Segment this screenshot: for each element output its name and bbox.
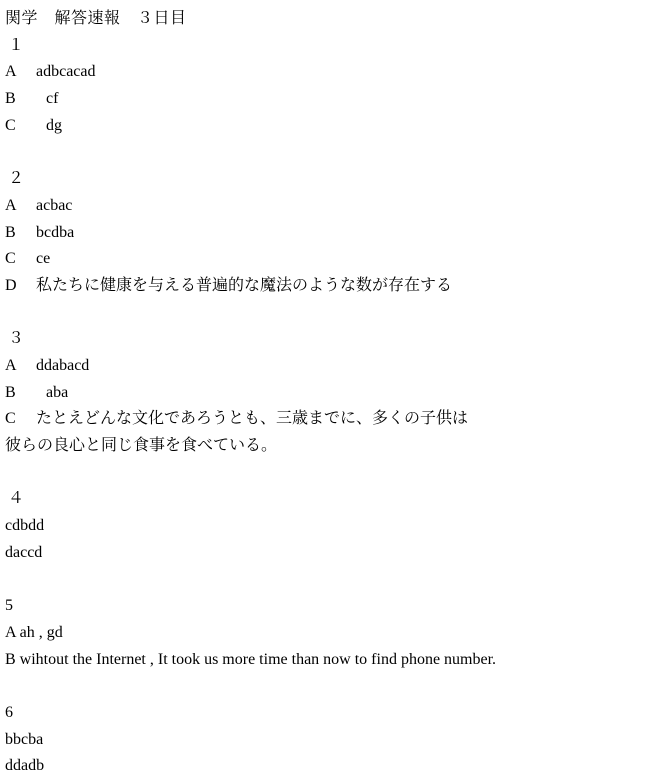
answer-value: dg <box>46 116 62 134</box>
answer-label: B <box>5 383 16 401</box>
answer-line-1c <box>5 113 655 140</box>
answer-value: たとえどんな文化であろうとも、三歳までに、多くの子供は <box>36 410 469 428</box>
section-number-4: ４ <box>8 490 25 508</box>
answer-line-3c <box>5 406 655 433</box>
answer-line-1b <box>5 86 655 113</box>
answer-label: D <box>5 276 17 294</box>
answer-line-1a <box>5 59 655 86</box>
answer-label: C <box>5 250 16 268</box>
answer-continuation-3c: 彼らの良心と同じ食事を食べている。 <box>5 437 278 454</box>
section-number-3: ３ <box>8 330 25 348</box>
section-number-5: 5 <box>5 597 13 615</box>
answer-line-2d <box>5 273 655 300</box>
answer-line-2b <box>5 220 655 247</box>
answer-value: aba <box>46 383 69 401</box>
spacer <box>5 139 655 166</box>
answer-value: adbcacad <box>36 63 96 81</box>
answer-value: ce <box>36 250 51 268</box>
answer-label: A <box>5 356 17 374</box>
answer-line-6-2: ddadb <box>5 757 45 775</box>
answer-value: acbac <box>36 196 73 214</box>
spacer <box>5 300 655 327</box>
answer-value: 私たちに健康を与える普遍的な魔法のような数が存在する <box>36 276 453 294</box>
answer-value: ddabacd <box>36 356 90 374</box>
answer-line-2c <box>5 246 655 273</box>
answer-line-6-1: bbcba <box>5 730 44 748</box>
section-number-6: 6 <box>5 703 13 721</box>
answer-line-4-2: daccd <box>5 543 43 561</box>
answer-line-3b <box>5 380 655 407</box>
spacer <box>5 460 655 487</box>
answer-document <box>5 6 655 780</box>
answer-label: C <box>5 116 16 134</box>
answer-line-5a: A ah , gd <box>5 623 63 641</box>
answer-value: cf <box>46 90 59 108</box>
answer-line-2a <box>5 193 655 220</box>
answer-value: bcdba <box>36 223 75 241</box>
answer-label: C <box>5 410 16 428</box>
answer-line-5b: B wihtout the Internet , It took us more time than now to find phone number. <box>5 650 497 668</box>
section-number-2: ２ <box>8 170 25 188</box>
answer-label: B <box>5 90 16 108</box>
spacer <box>5 566 655 593</box>
answer-line-3a <box>5 353 655 380</box>
answer-label: A <box>5 63 17 81</box>
spacer <box>5 673 655 700</box>
answer-label: A <box>5 196 17 214</box>
section-number-1: １ <box>8 36 25 54</box>
document-title: 関学 解答速報 ３日目 <box>5 10 187 27</box>
answer-line-4-1: cdbdd <box>5 517 45 535</box>
answer-label: B <box>5 223 16 241</box>
